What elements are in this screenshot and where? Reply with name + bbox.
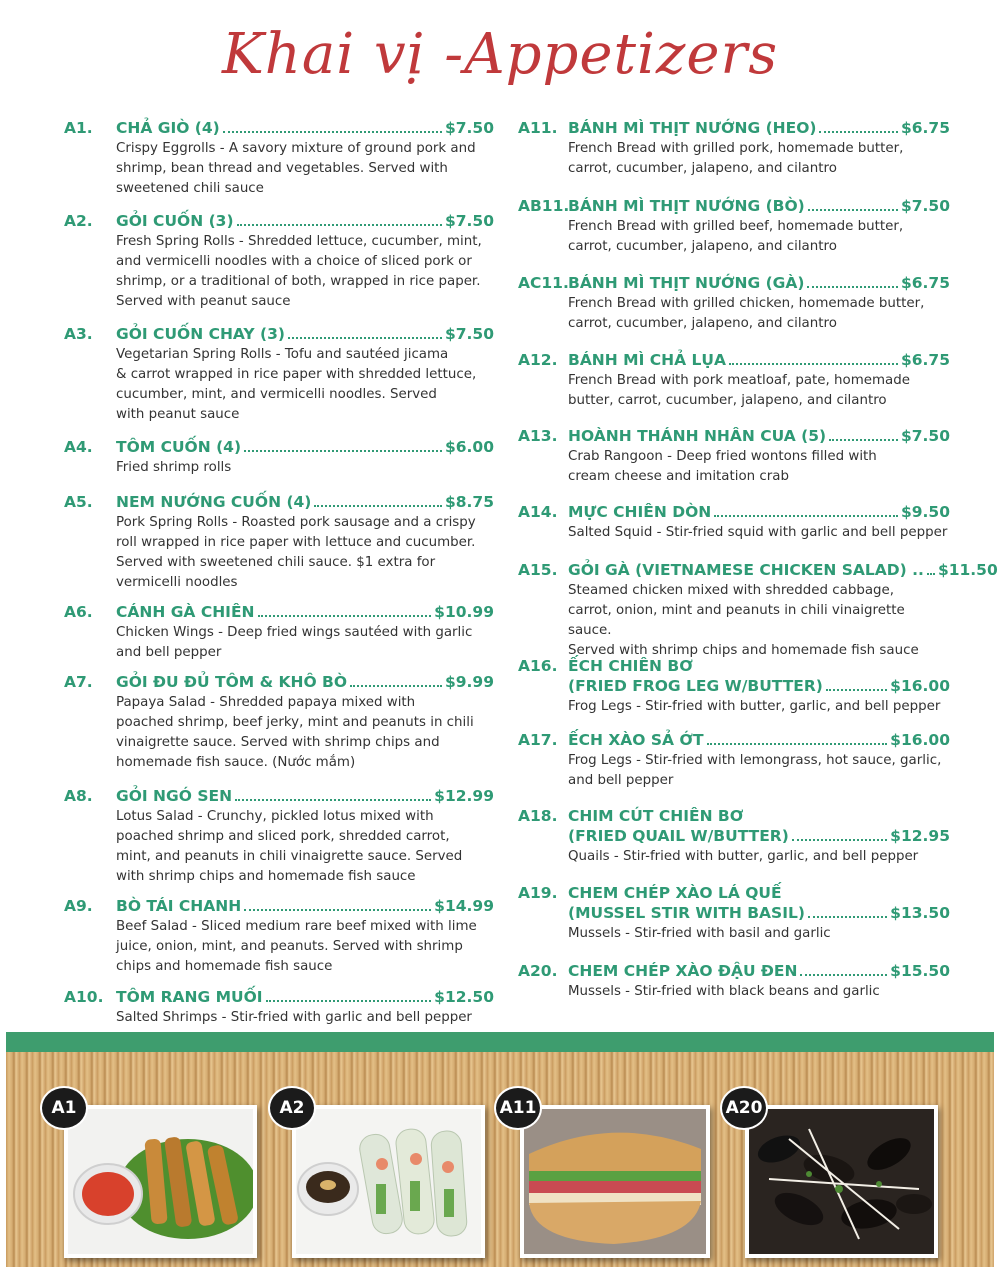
item-code: A17. — [518, 731, 558, 749]
item-price: $6.75 — [900, 274, 950, 292]
item-code: A15. — [518, 561, 558, 579]
menu-item-a1 — [64, 118, 494, 199]
item-price: $7.50 — [900, 197, 950, 215]
menu-item-header — [518, 883, 950, 903]
item-price: $7.50 — [444, 212, 494, 230]
description-line: shrimp, bean thread and vegetables. Served with — [116, 161, 448, 176]
item-name: NEM NƯỚNG CUỐN (4) — [116, 493, 312, 511]
item-description — [568, 924, 950, 944]
photo-badge-a11: A11 — [494, 1086, 542, 1130]
item-description — [568, 751, 950, 791]
description-line: shrimp, or a traditional of both, wrapped in rice paper. — [116, 274, 481, 289]
dot-leader — [235, 799, 431, 801]
banh-mi-photo — [520, 1105, 710, 1258]
item-code: A11. — [518, 119, 558, 137]
item-description — [116, 917, 494, 977]
description-line: Beef Salad - Sliced medium rare beef mixed with lime — [116, 919, 477, 934]
item-code: A5. — [64, 493, 93, 511]
item-name-translation: (FRIED QUAIL W/BUTTER) — [568, 827, 789, 845]
menu-item-header — [518, 560, 998, 580]
item-description — [116, 807, 494, 887]
dot-leader — [258, 615, 432, 617]
item-code: A14. — [518, 503, 558, 521]
description-line: with peanut sauce — [116, 407, 240, 422]
description-line: Lotus Salad - Crunchy, pickled lotus mixed with — [116, 809, 434, 824]
item-description — [568, 294, 950, 334]
item-price: $12.95 — [890, 827, 950, 845]
menu-item-a14 — [518, 502, 950, 543]
description-line: Served with peanut sauce — [116, 294, 291, 309]
item-code: A20. — [518, 962, 558, 980]
description-line: Frog Legs - Stir-fried with butter, garlic, and bell pepper — [568, 699, 941, 714]
description-line: cucumber, mint, and vermicelli noodles. Served — [116, 387, 437, 402]
description-line: Salted Squid - Stir-fried squid with garlic and bell pepper — [568, 525, 948, 540]
item-code: A13. — [518, 427, 558, 445]
item-description — [568, 697, 950, 717]
description-line: & carrot wrapped in rice paper with shredded lettuce, — [116, 367, 477, 382]
item-price: $7.50 — [900, 427, 950, 445]
description-line: butter, carrot, cucumber, jalapeno, and cilantro — [568, 393, 887, 408]
spring-rolls-photo-image — [296, 1109, 481, 1254]
dot-leader — [244, 450, 442, 452]
description-line: Fresh Spring Rolls - Shredded lettuce, cucumber, mint, — [116, 234, 482, 249]
menu-item-header — [64, 211, 494, 231]
item-name: TÔM CUỐN (4) — [116, 438, 242, 456]
description-line: mint, and peanuts in chili vinaigrette sauce. Served — [116, 849, 463, 864]
item-name: GỎI NGÓ SEN — [116, 787, 233, 805]
description-line: French Bread with grilled chicken, homemade butter, — [568, 296, 925, 311]
description-line: poached shrimp and sliced pork, shredded carrot, — [116, 829, 450, 844]
description-line: Mussels - Stir-fried with black beans and garlic — [568, 984, 880, 999]
menu-item-header — [518, 656, 950, 676]
description-line: Vegetarian Spring Rolls - Tofu and sautéed jicama — [116, 347, 449, 362]
description-line: Frog Legs - Stir-fried with lemongrass, hot sauce, garlic, — [568, 753, 942, 768]
menu-item-header-line2 — [518, 826, 950, 846]
menu-item-a12 — [518, 350, 950, 411]
menu-item-header — [518, 502, 950, 522]
description-line: Pork Spring Rolls - Roasted pork sausage and a crispy — [116, 515, 476, 530]
item-name: ẾCH CHIÊN BƠ — [568, 657, 693, 675]
item-code: A2. — [64, 212, 93, 230]
menu-item-ac11 — [518, 273, 950, 334]
menu-item-a18 — [518, 806, 950, 867]
dot-leader — [792, 839, 887, 841]
menu-item-header — [64, 492, 494, 512]
description-line: Chicken Wings - Deep fried wings sautéed with garlic — [116, 625, 473, 640]
description-line: French Bread with grilled pork, homemade butter, — [568, 141, 904, 156]
item-name: GỎI CUỐN (3) — [116, 212, 234, 230]
description-line: Crab Rangoon - Deep fried wontons filled with — [568, 449, 877, 464]
dot-leader — [288, 337, 442, 339]
mussels-photo — [745, 1105, 938, 1258]
menu-item-a11 — [518, 118, 950, 179]
description-line: Papaya Salad - Shredded papaya mixed with — [116, 695, 416, 710]
dot-leader — [714, 515, 898, 517]
menu-item-header — [64, 786, 494, 806]
description-line: roll wrapped in rice paper with lettuce and cucumber. — [116, 535, 476, 550]
menu-item-a9 — [64, 896, 494, 977]
menu-item-header — [518, 961, 950, 981]
item-name: CHẢ GIÒ (4) — [116, 119, 220, 137]
menu-item-header — [518, 730, 950, 750]
description-line: carrot, cucumber, jalapeno, and cilantro — [568, 316, 837, 331]
menu-item-a16 — [518, 656, 950, 717]
eggrolls-photo — [64, 1105, 257, 1258]
green-divider-band — [6, 1032, 994, 1052]
item-price: $9.50 — [900, 503, 950, 521]
item-price: $7.50 — [444, 119, 494, 137]
menu-item-header-line2 — [518, 676, 950, 696]
item-price: $8.75 — [444, 493, 494, 511]
dot-leader — [807, 286, 898, 288]
menu-item-header — [518, 118, 950, 138]
description-line: Fried shrimp rolls — [116, 460, 232, 475]
menu-item-a7 — [64, 672, 494, 773]
dot-leader — [819, 131, 897, 133]
description-line: carrot, cucumber, jalapeno, and cilantro — [568, 161, 837, 176]
dot-leader — [927, 573, 935, 575]
item-price: $11.50 — [937, 561, 998, 579]
item-description — [116, 345, 494, 425]
menu-item-header — [518, 273, 950, 293]
item-price: $6.00 — [444, 438, 494, 456]
dot-leader — [729, 363, 898, 365]
item-price: $16.00 — [890, 677, 950, 695]
menu-item-ab11 — [518, 196, 950, 257]
item-price: $16.00 — [890, 731, 950, 749]
menu-item-header — [518, 426, 950, 446]
dot-leader — [829, 439, 898, 441]
item-description — [568, 581, 950, 661]
menu-item-a4 — [64, 437, 494, 478]
item-price: $14.99 — [434, 897, 494, 915]
item-code: A6. — [64, 603, 93, 621]
menu-item-a6 — [64, 602, 494, 663]
menu-item-header-line2 — [518, 903, 950, 923]
photo-badge-a2: A2 — [268, 1086, 316, 1130]
item-name: BÁNH MÌ THỊT NƯỚNG (HEO) — [568, 119, 817, 137]
menu-item-a17 — [518, 730, 950, 791]
item-description — [116, 693, 494, 773]
description-line: French Bread with grilled beef, homemade butter, — [568, 219, 904, 234]
description-line: Served with shrimp chips and homemade fish sauce — [568, 643, 919, 658]
eggrolls-photo-image — [68, 1109, 253, 1254]
menu-item-header — [64, 118, 494, 138]
menu-item-a5 — [64, 492, 494, 593]
item-price: $12.50 — [434, 988, 494, 1006]
item-description — [116, 139, 494, 199]
menu-item-header — [64, 437, 494, 457]
dot-leader — [244, 909, 431, 911]
item-name: GỎI ĐU ĐỦ TÔM & KHÔ BÒ — [116, 673, 348, 691]
banh-mi-photo-image — [524, 1109, 706, 1254]
item-description — [116, 458, 494, 478]
menu-item-header — [64, 987, 494, 1007]
item-name: GỎI CUỐN CHAY (3) — [116, 325, 286, 343]
item-description — [568, 371, 950, 411]
menu-item-header — [64, 602, 494, 622]
description-line: carrot, onion, mint and peanuts in chili vinaigrette sauce. — [568, 603, 905, 638]
item-code: A4. — [64, 438, 93, 456]
dot-leader — [800, 974, 887, 976]
item-name: GỎI GÀ (VIETNAMESE CHICKEN SALAD) .. — [568, 561, 924, 579]
item-name: CHEM CHÉP XÀO LÁ QUẾ — [568, 884, 782, 902]
item-name: CÁNH GÀ CHIÊN — [116, 603, 255, 621]
item-price: $10.99 — [434, 603, 494, 621]
photo-badge-a1: A1 — [40, 1086, 88, 1130]
page-title: Khai vị -Appetizers — [221, 22, 779, 87]
item-description — [568, 523, 950, 543]
menu-item-header — [518, 350, 950, 370]
item-description — [568, 847, 950, 867]
item-description — [116, 232, 494, 312]
description-line: vinaigrette sauce. Served with shrimp chips and — [116, 735, 440, 750]
item-name: CHEM CHÉP XÀO ĐẬU ĐEN — [568, 962, 798, 980]
description-line: sweetened chili sauce — [116, 181, 264, 196]
item-code: A16. — [518, 657, 558, 675]
description-line: and vermicelli noodles with a choice of sliced pork or — [116, 254, 472, 269]
item-name: HOÀNH THÁNH NHÂN CUA (5) — [568, 427, 827, 445]
dot-leader — [223, 131, 442, 133]
item-code: AC11. — [518, 274, 569, 292]
description-line: with shrimp chips and homemade fish sauce — [116, 869, 416, 884]
item-price: $9.99 — [444, 673, 494, 691]
item-code: A9. — [64, 897, 93, 915]
menu-item-a15 — [518, 560, 998, 661]
description-line: Crispy Eggrolls - A savory mixture of ground pork and — [116, 141, 476, 156]
item-description — [116, 1008, 494, 1028]
item-description — [568, 447, 950, 487]
spring-rolls-photo — [292, 1105, 485, 1258]
item-code: A10. — [64, 988, 104, 1006]
item-name: BÒ TÁI CHANH — [116, 897, 242, 915]
item-code: A7. — [64, 673, 93, 691]
menu-item-header — [64, 672, 494, 692]
item-name: MỰC CHIÊN DÒN — [568, 503, 712, 521]
item-price: $6.75 — [900, 119, 950, 137]
item-name: BÁNH MÌ THỊT NƯỚNG (BÒ) — [568, 197, 805, 215]
item-description — [116, 623, 494, 663]
menu-item-a20 — [518, 961, 950, 1002]
item-code: AB11. — [518, 197, 570, 215]
dot-leader — [266, 1000, 432, 1002]
item-description — [568, 982, 950, 1002]
description-line: and bell pepper — [116, 645, 222, 660]
dot-leader — [350, 685, 442, 687]
item-description — [568, 139, 950, 179]
description-line: Steamed chicken mixed with shredded cabbage, — [568, 583, 895, 598]
dot-leader — [314, 505, 442, 507]
menu-item-header — [64, 324, 494, 344]
item-code: A12. — [518, 351, 558, 369]
menu-item-header — [64, 896, 494, 916]
dot-leader — [707, 743, 888, 745]
description-line: and bell pepper — [568, 773, 674, 788]
dot-leader — [808, 916, 887, 918]
menu-item-a3 — [64, 324, 494, 425]
description-line: French Bread with pork meatloaf, pate, homemade — [568, 373, 910, 388]
item-price: $12.99 — [434, 787, 494, 805]
item-name: BÁNH MÌ CHẢ LỤA — [568, 351, 726, 369]
item-price: $15.50 — [890, 962, 950, 980]
item-name: TÔM RANG MUỐI — [116, 988, 263, 1006]
item-price: $7.50 — [444, 325, 494, 343]
item-code: A3. — [64, 325, 93, 343]
dot-leader — [237, 224, 442, 226]
item-name: ẾCH XÀO SẢ ỚT — [568, 731, 704, 749]
menu-item-a8 — [64, 786, 494, 887]
photo-badge-a20: A20 — [720, 1086, 768, 1130]
description-line: juice, onion, mint, and peanuts. Served with shrimp — [116, 939, 463, 954]
description-line: Mussels - Stir-fried with basil and garlic — [568, 926, 831, 941]
description-line: homemade fish sauce. (Nước mắm) — [116, 755, 356, 770]
description-line: carrot, cucumber, jalapeno, and cilantro — [568, 239, 837, 254]
menu-item-header — [518, 806, 950, 826]
item-name-translation: (FRIED FROG LEG W/BUTTER) — [568, 677, 823, 695]
item-code: A1. — [64, 119, 93, 137]
description-line: poached shrimp, beef jerky, mint and peanuts in chili — [116, 715, 474, 730]
item-name: CHIM CÚT CHIÊN BƠ — [568, 807, 744, 825]
dot-leader — [808, 209, 898, 211]
description-line: Served with sweetened chili sauce. $1 extra for — [116, 555, 436, 570]
menu-item-a10 — [64, 987, 494, 1028]
mussels-photo-image — [749, 1109, 934, 1254]
item-code: A19. — [518, 884, 558, 902]
description-line: vermicelli noodles — [116, 575, 238, 590]
item-name: BÁNH MÌ THỊT NƯỚNG (GÀ) — [568, 274, 805, 292]
description-line: Quails - Stir-fried with butter, garlic, and bell pepper — [568, 849, 919, 864]
menu-item-a19 — [518, 883, 950, 944]
description-line: Salted Shrimps - Stir-fried with garlic and bell pepper — [116, 1010, 472, 1025]
dot-leader — [826, 689, 887, 691]
description-line: cream cheese and imitation crab — [568, 469, 789, 484]
menu-item-a2 — [64, 211, 494, 312]
item-code: A8. — [64, 787, 93, 805]
item-price: $13.50 — [890, 904, 950, 922]
item-description — [116, 513, 494, 593]
item-description — [568, 217, 950, 257]
menu-item-header — [518, 196, 950, 216]
item-name-translation: (MUSSEL STIR WITH BASIL) — [568, 904, 805, 922]
item-code: A18. — [518, 807, 558, 825]
menu-item-a13 — [518, 426, 950, 487]
description-line: chips and homemade fish sauce — [116, 959, 333, 974]
item-price: $6.75 — [900, 351, 950, 369]
